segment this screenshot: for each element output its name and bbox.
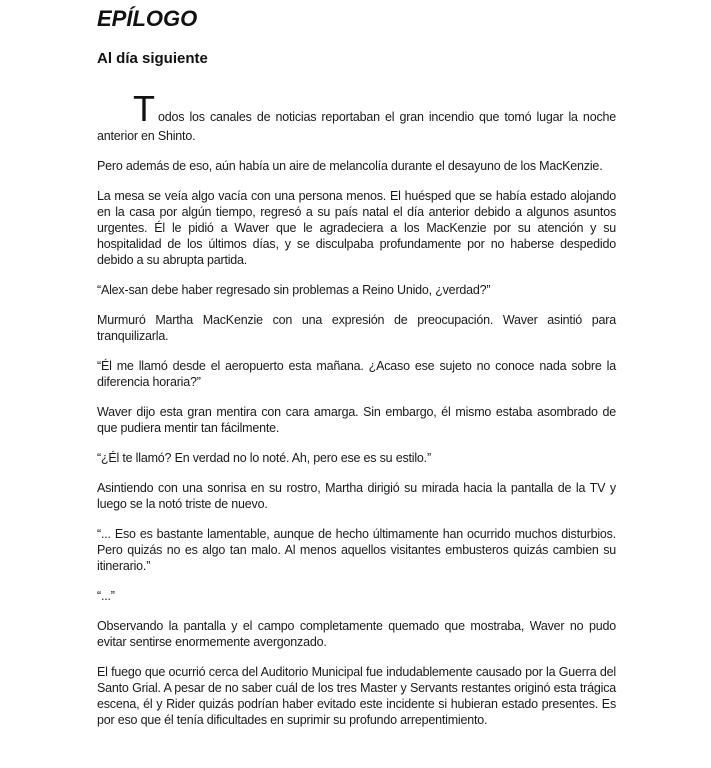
paragraph: Asintiendo con una sonrisa en su rostro, Martha dirigió su mirada hacia la pantalla de la TV y luego se la notó triste de nuevo. — [97, 481, 616, 511]
paragraph: El fuego que ocurrió cerca del Auditorio Municipal fue indudablemente causado por la Guerra del Santo Grial. A pesar de no saber cuál de los tres Master y Servants restantes originó esta trágica escena, él y Rider quizás podrían haber evitado este incidente si hubieran estado presentes. Es por eso que él tenía dificultades en suprimir su profundo arrepentimiento. — [97, 665, 616, 727]
paragraph: “Él me llamó desde el aeropuerto esta mañana. ¿Acaso ese sujeto no conoce nada sobre la diferencia horaria?” — [97, 359, 616, 389]
drop-cap-letter: T — [133, 88, 155, 129]
paragraph: Pero además de eso, aún había un aire de melancolía durante el desayuno de los MacKenzie. — [97, 159, 603, 173]
opening-paragraph-text: odos los canales de noticias reportaban el gran incendio que tomó lugar la noche anterior en Shinto. — [97, 110, 616, 143]
opening-paragraph — [97, 90, 616, 144]
paragraph: “¿Él te llamó? En verdad no lo noté. Ah, pero ese es su estilo.” — [97, 451, 431, 465]
paragraph: Waver dijo esta gran mentira con cara amarga. Sin embargo, él mismo estaba asombrado de que pudiera mentir tan fácilmente. — [97, 405, 616, 435]
paragraph: “...” — [97, 589, 115, 603]
paragraph: “... Eso es bastante lamentable, aunque de hecho últimamente han ocurrido muchos disturbios. Pero quizás no es algo tan malo. Al menos aquellos visitantes embusteros quizás cambien su itinerario.” — [97, 527, 616, 573]
paragraph: La mesa se veía algo vacía con una persona menos. El huésped que se había estado alojando en la casa por algún tiempo, regresó a su país natal el día anterior debido a algunos asuntos urgentes. Él le pidió a Waver que le agradeciera a los MacKenzie por su atención y su hospitalidad de los últimos días, y se disculpaba profundamente por no haberse despedido debido a su abrupta partida. — [97, 189, 616, 267]
chapter-title: EPÍLOGO — [97, 6, 198, 31]
paragraph: “Alex-san debe haber regresado sin problemas a Reino Unido, ¿verdad?” — [97, 283, 491, 297]
paragraph: Murmuró Martha MacKenzie con una expresión de preocupación. Waver asintió para tranquilizarla. — [97, 313, 616, 343]
paragraph: Observando la pantalla y el campo completamente quemado que mostraba, Waver no pudo evitar sentirse enormemente avergonzado. — [97, 619, 616, 649]
section-heading: Al día siguiente — [97, 50, 208, 67]
